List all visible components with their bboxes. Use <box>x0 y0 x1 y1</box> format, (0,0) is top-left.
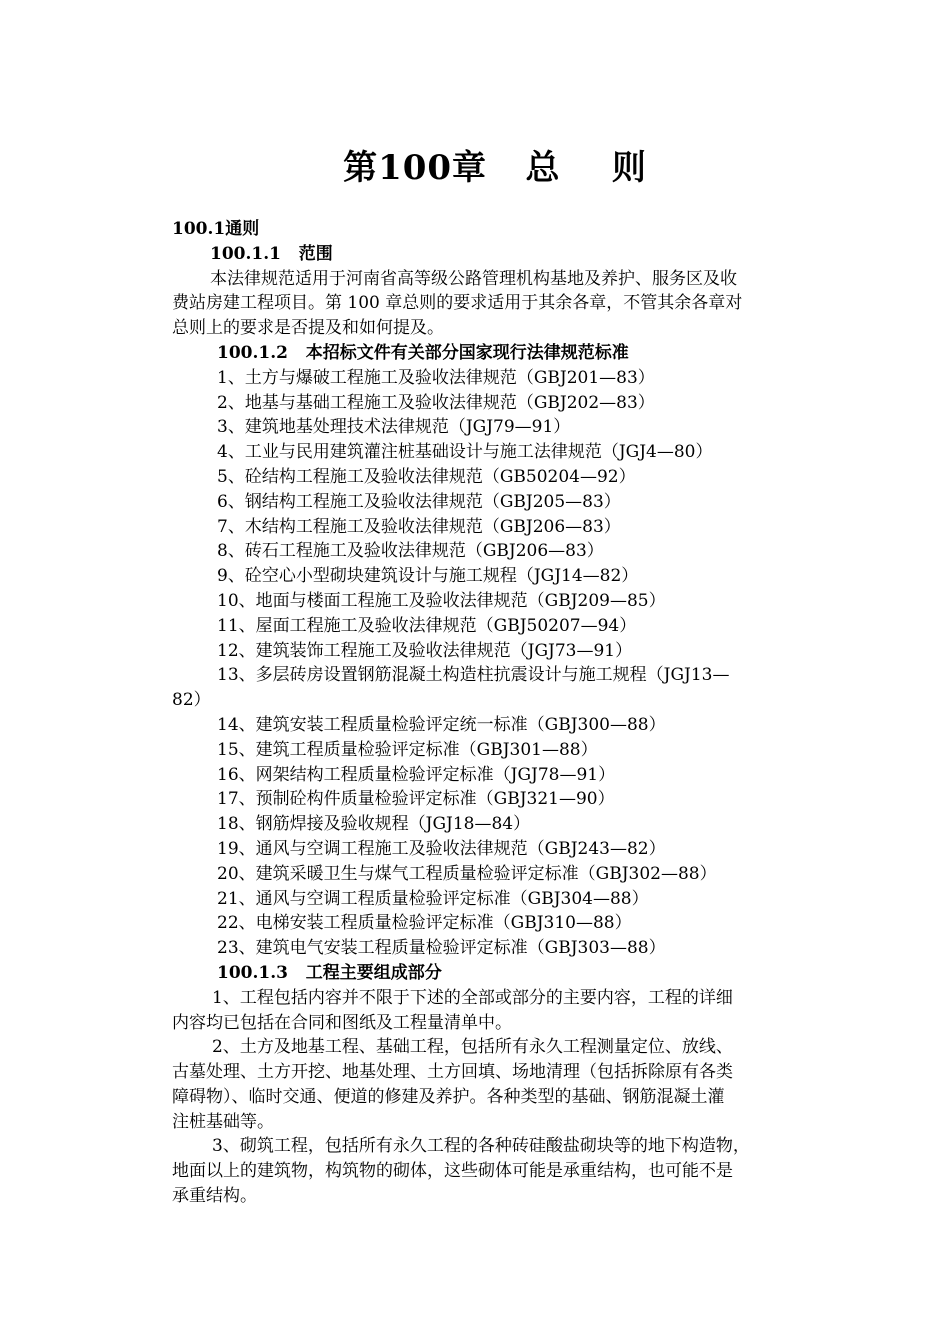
component-paragraph-line: 1、工程包括内容并不限于下述的全部或部分的主要内容，工程的详细 <box>212 987 733 1008</box>
standard-item: 14、建筑安装工程质量检验评定统一标准（GBJ300—88） <box>217 714 666 735</box>
standard-item: 6、钢结构工程施工及验收法律规范（GBJ205—83） <box>217 491 621 512</box>
standard-item: 2、地基与基础工程施工及验收法律规范（GBJ202—83） <box>217 392 655 413</box>
component-paragraph-line: 古墓处理、土方开挖、地基处理、土方回填、场地清理（包括拆除原有各类 <box>172 1062 733 1083</box>
standard-item: 19、通风与空调工程施工及验收法律规范（GBJ243—82） <box>217 838 666 859</box>
section-heading: 100.1通则 <box>172 219 260 239</box>
standard-item: 15、建筑工程质量检验评定标准（GBJ301—88） <box>217 739 598 760</box>
standard-item: 17、预制砼构件质量检验评定标准（GBJ321—90） <box>217 789 615 810</box>
scope-paragraph-line: 本法律规范适用于河南省高等级公路管理机构基地及养护、服务区及收 <box>210 268 737 289</box>
standard-item: 7、木结构工程施工及验收法律规范（GBJ206—83） <box>217 516 621 537</box>
standard-item: 20、建筑采暖卫生与煤气工程质量检验评定标准（GBJ302—88） <box>217 863 717 884</box>
subsection-heading-components: 100.1.3 工程主要组成部分 <box>217 962 442 983</box>
standard-item: 3、建筑地基处理技术法律规范（JGJ79—91） <box>217 417 571 438</box>
standard-item: 1、土方与爆破工程施工及验收法律规范（GBJ201—83） <box>217 367 655 388</box>
standard-item: 22、电梯安装工程质量检验评定标准（GBJ310—88） <box>217 913 632 934</box>
component-paragraph-line: 承重结构。 <box>172 1186 257 1207</box>
subsection-heading-standards: 100.1.2 本招标文件有关部分国家现行法律规范标准 <box>217 342 629 363</box>
standard-item-continuation: 82） <box>172 690 211 711</box>
standard-item: 10、地面与楼面工程施工及验收法律规范（GBJ209—85） <box>217 590 666 611</box>
standard-item: 4、工业与民用建筑灌注桩基础设计与施工法律规范（JGJ4—80） <box>217 442 713 463</box>
standard-item: 5、砼结构工程施工及验收法律规范（GB50204—92） <box>217 466 636 487</box>
standard-item: 13、多层砖房设置钢筋混凝土构造柱抗震设计与施工规程（JGJ13— <box>217 665 730 686</box>
standard-item: 8、砖石工程施工及验收法律规范（GBJ206—83） <box>217 541 604 562</box>
component-paragraph-line: 障碍物）、临时交通、便道的修建及养护。各种类型的基础、钢筋混凝土灌 <box>172 1086 725 1107</box>
standard-item: 18、钢筋焊接及验收规程（JGJ18—84） <box>217 814 531 835</box>
component-paragraph-line: 注桩基础等。 <box>172 1111 274 1132</box>
standard-item: 9、砼空心小型砌块建筑设计与施工规程（JGJ14—82） <box>217 566 639 587</box>
subsection-heading-scope: 100.1.1 范围 <box>210 243 333 264</box>
component-paragraph-line: 内容均已包括在合同和图纸及工程量清单中。 <box>172 1012 512 1033</box>
standard-item: 12、建筑装饰工程施工及验收法律规范（JGJ73—91） <box>217 640 633 661</box>
standard-item: 16、网架结构工程质量检验评定标准（JGJ78—91） <box>217 764 616 785</box>
standard-item: 21、通风与空调工程质量检验评定标准（GBJ304—88） <box>217 888 649 909</box>
chapter-title: 第100章 总 则 <box>343 148 647 188</box>
scope-paragraph-line: 总则上的要求是否提及和如何提及。 <box>172 318 444 339</box>
standard-item: 23、建筑电气安装工程质量检验评定标准（GBJ303—88） <box>217 938 666 959</box>
component-paragraph-line: 3、砌筑工程，包括所有永久工程的各种砖硅酸盐砌块等的地下构造物， <box>212 1136 750 1157</box>
document-body <box>172 217 832 1209</box>
component-paragraph-line: 地面以上的建筑物，构筑物的砌体，这些砌体可能是承重结构，也可能不是 <box>172 1161 733 1182</box>
scope-paragraph-line: 费站房建工程项目。第 100 章总则的要求适用于其余各章，不管其余各章对 <box>172 293 743 314</box>
component-paragraph-line: 2、土方及地基工程、基础工程，包括所有永久工程测量定位、放线、 <box>212 1037 733 1058</box>
standard-item: 11、屋面工程施工及验收法律规范（GBJ50207—94） <box>217 615 637 636</box>
